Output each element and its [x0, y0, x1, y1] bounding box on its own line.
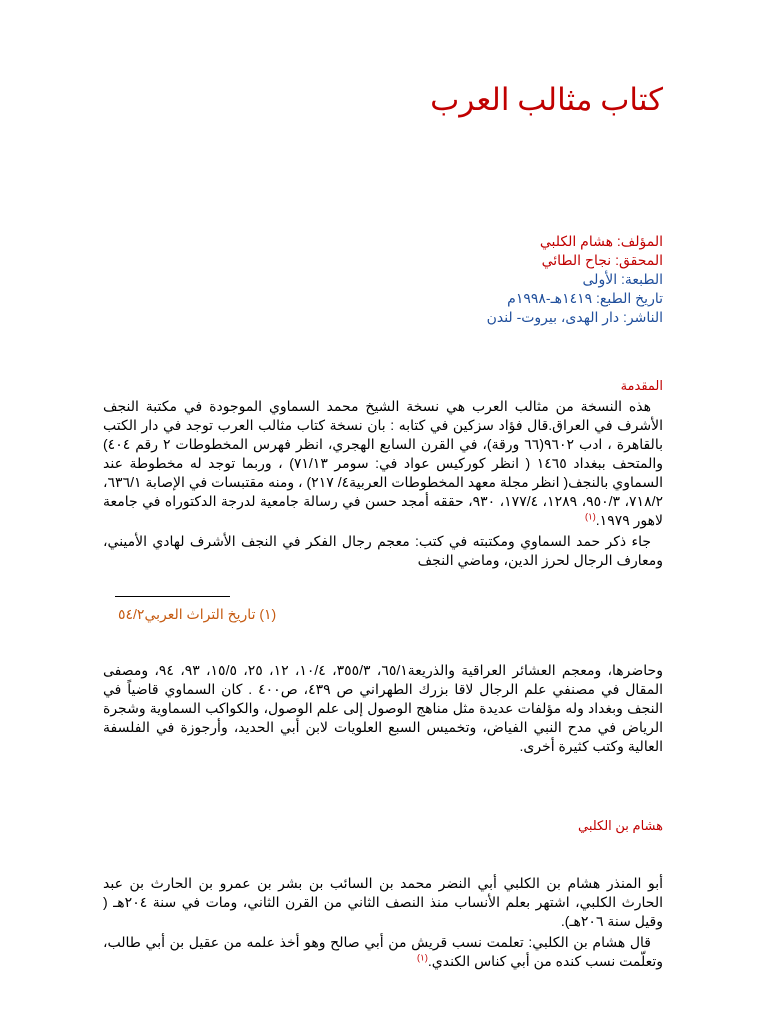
continuation-body [103, 661, 663, 756]
print-date-line: تاريخ الطبع: ١٤١٩هـ-١٩٩٨م [507, 290, 663, 306]
introduction-paragraph-text: هذه النسخة من مثالب العرب هي نسخة الشيخ محمد السماوي الموجودة في مكتبة النجف الأشرف في العراق.قال فؤاد سزكين في كتابه : بان نسخة كتاب مثالب العرب توجد في دار الكتب بالقاهرة ، ادب ٩٦٠٢(٦٦ ورقة)، في القرن السابع الهجري، انظر فهرس المخطوطات ٢ رقم ٤٠٤) والمتحف ببغداد ١٤٦٥ ( انظر كوركيس عواد في: سومر ٧١/١٣) ، وربما توجد له مخطوطة عند السماوي بالنجف( انظر مجلة معهد المخطوطات العربية٤/ ٢١٧) ، ومنه مقتبسات في الإصابة ٦٣٦/١، ٧١٨/٢، ٩٥٠/٣، ١٢٨٩، ١٧٧/٤، ٩٣٠، حققه أمجد حسن في رسالة جامعية لدرجة الدكتوراه في جامعة لاهور ١٩٧٩. [103, 398, 664, 528]
introduction-paragraph [103, 397, 663, 530]
hisham-heading: هشام بن الكلبي [577, 818, 663, 833]
introduction-body [103, 397, 663, 570]
footnote-reference: (١) [584, 511, 596, 522]
author-line: المؤلف: هشام الكلبي [539, 233, 663, 249]
introduction-paragraph: جاء ذكر حمد السماوي ومكتبته في كتب: معجم رجال الفكر في النجف الأشرف لهادي الأميني، ومعارف الرجال لحرز الدين، وماضي النجف [103, 533, 663, 568]
book-info [243, 232, 663, 327]
footnote: (١) تاريخ التراث العربي٥٤/٢ [118, 606, 277, 622]
hisham-paragraph-text: قال هشام بن الكلبي: تعلمت نسب قريش من أبي صالح وهو أخذ علمه من عقيل بن أبي طالب، وتعلّمت نسب كنده من أبي كناس الكندي. [103, 934, 663, 969]
edition-line: الطبعة: الأولى [582, 271, 663, 287]
hisham-body [103, 874, 663, 971]
editor-line: المحقق: نجاح الطائي [541, 252, 663, 268]
continuation-paragraph: وحاضرها، ومعجم العشائر العراقية والذريعة٦٥/١، ٣٥٥/٣، ١٠/٤، ١٢، ٢٥، ١٥/٥، ٩٣، ٩٤، ومصفى المقال في مصنفي علم الرجال لاقا بزرك الطهراني ص ٤٣٩، ص٤٠٠ . كان السماوي قاضياً في النجف وبغداد وله مؤلفات عديدة مثل مناهج الوصول إلى علم الوصول، والكواكب السماوية وشجرة الرياض في مدح النبي الفياض، وتخميس السبع العلويات لابن أبي الحديد، وأرجوزة في الفلسفة العالية وكتب كثيرة أخرى. [103, 662, 663, 754]
introduction-heading: المقدمة [620, 378, 663, 393]
footnote-separator [115, 596, 230, 597]
hisham-paragraph: أبو المنذر هشام بن الكلبي أبي النضر محمد بن السائب بن بشر بن عمرو بن الحارث بن عبد الحارث الكلبي، اشتهر بعلم الأنساب منذ النصف الثاني من القرن الثاني، ومات في سنة ٢٠٤هـ ( وقيل سنة ٢٠٦هـ). [103, 875, 663, 929]
publisher-line: الناشر: دار الهدى، بيروت- لندن [486, 309, 663, 325]
document-title: كتاب مثالب العرب [430, 82, 663, 117]
footnote-reference: (١) [417, 952, 428, 963]
hisham-paragraph [103, 933, 663, 971]
